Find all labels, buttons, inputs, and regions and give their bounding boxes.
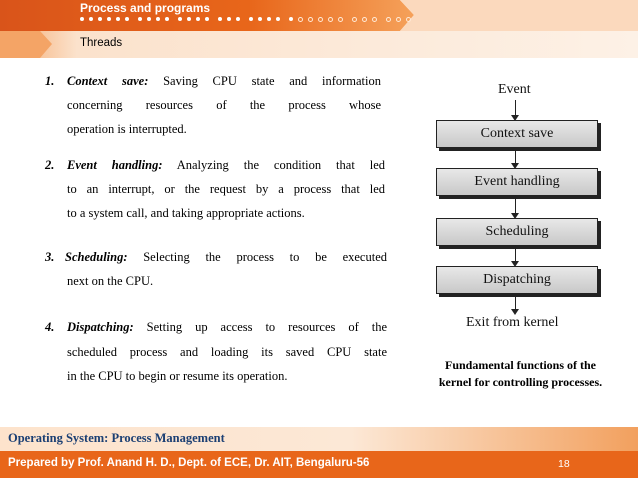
item-text: next on the CPU. [67,274,154,288]
item-text: scheduled process and loading its saved CPU state [67,345,387,359]
page-number: 18 [558,458,570,470]
item-text: to an interrupt, or the request by a process that led [67,182,385,196]
item-term: Context save: [67,74,149,88]
item-number: 4. [45,320,55,334]
item-line-text [67,70,381,93]
box-context-save: Context save [436,120,598,148]
credit-text: Prepared by Prof. Anand H. D., Dept. of ECE, Dr. AIT, Bengaluru-56 [8,457,370,469]
item-line-text [67,316,387,339]
kernel-functions-diagram [420,78,620,338]
box-scheduling: Scheduling [436,218,598,246]
item-text: concerning resources of the process whose [67,98,381,112]
box-dispatching: Dispatching [436,266,598,294]
item-text: Saving CPU state and information [163,74,381,88]
item-term: Dispatching: [67,320,134,334]
item-text: Setting up access to resources of the [146,320,387,334]
item-text: to a system call, and taking appropriate actions. [67,206,305,220]
item-number: 2. [45,158,55,172]
item-text: Selecting the process to be executed [143,250,387,264]
section-title: Process and programs [80,1,211,15]
course-title: Operating System: Process Management [8,431,225,445]
caption-line: kernel for controlling processes. [438,375,603,389]
exit-label: Exit from kernel [466,315,559,330]
event-label: Event [498,82,531,97]
item-text: operation is interrupted. [67,122,187,136]
caption-line: Fundamental functions of the [444,358,596,372]
item-term: Scheduling: [65,250,128,264]
item-term: Event handling: [67,158,163,172]
item-number: 3. [45,250,55,264]
item-text: Analyzing the condition that led [176,158,385,172]
item-text: in the CPU to begin or resume its operation. [67,369,288,383]
item-line-text [65,246,387,269]
progress-dots [80,15,416,25]
item-line-text [67,154,385,177]
diagram-caption [413,357,628,391]
subsection-title: Threads [80,37,123,49]
box-event-handling: Event handling [436,168,598,196]
item-number: 1. [45,74,55,88]
